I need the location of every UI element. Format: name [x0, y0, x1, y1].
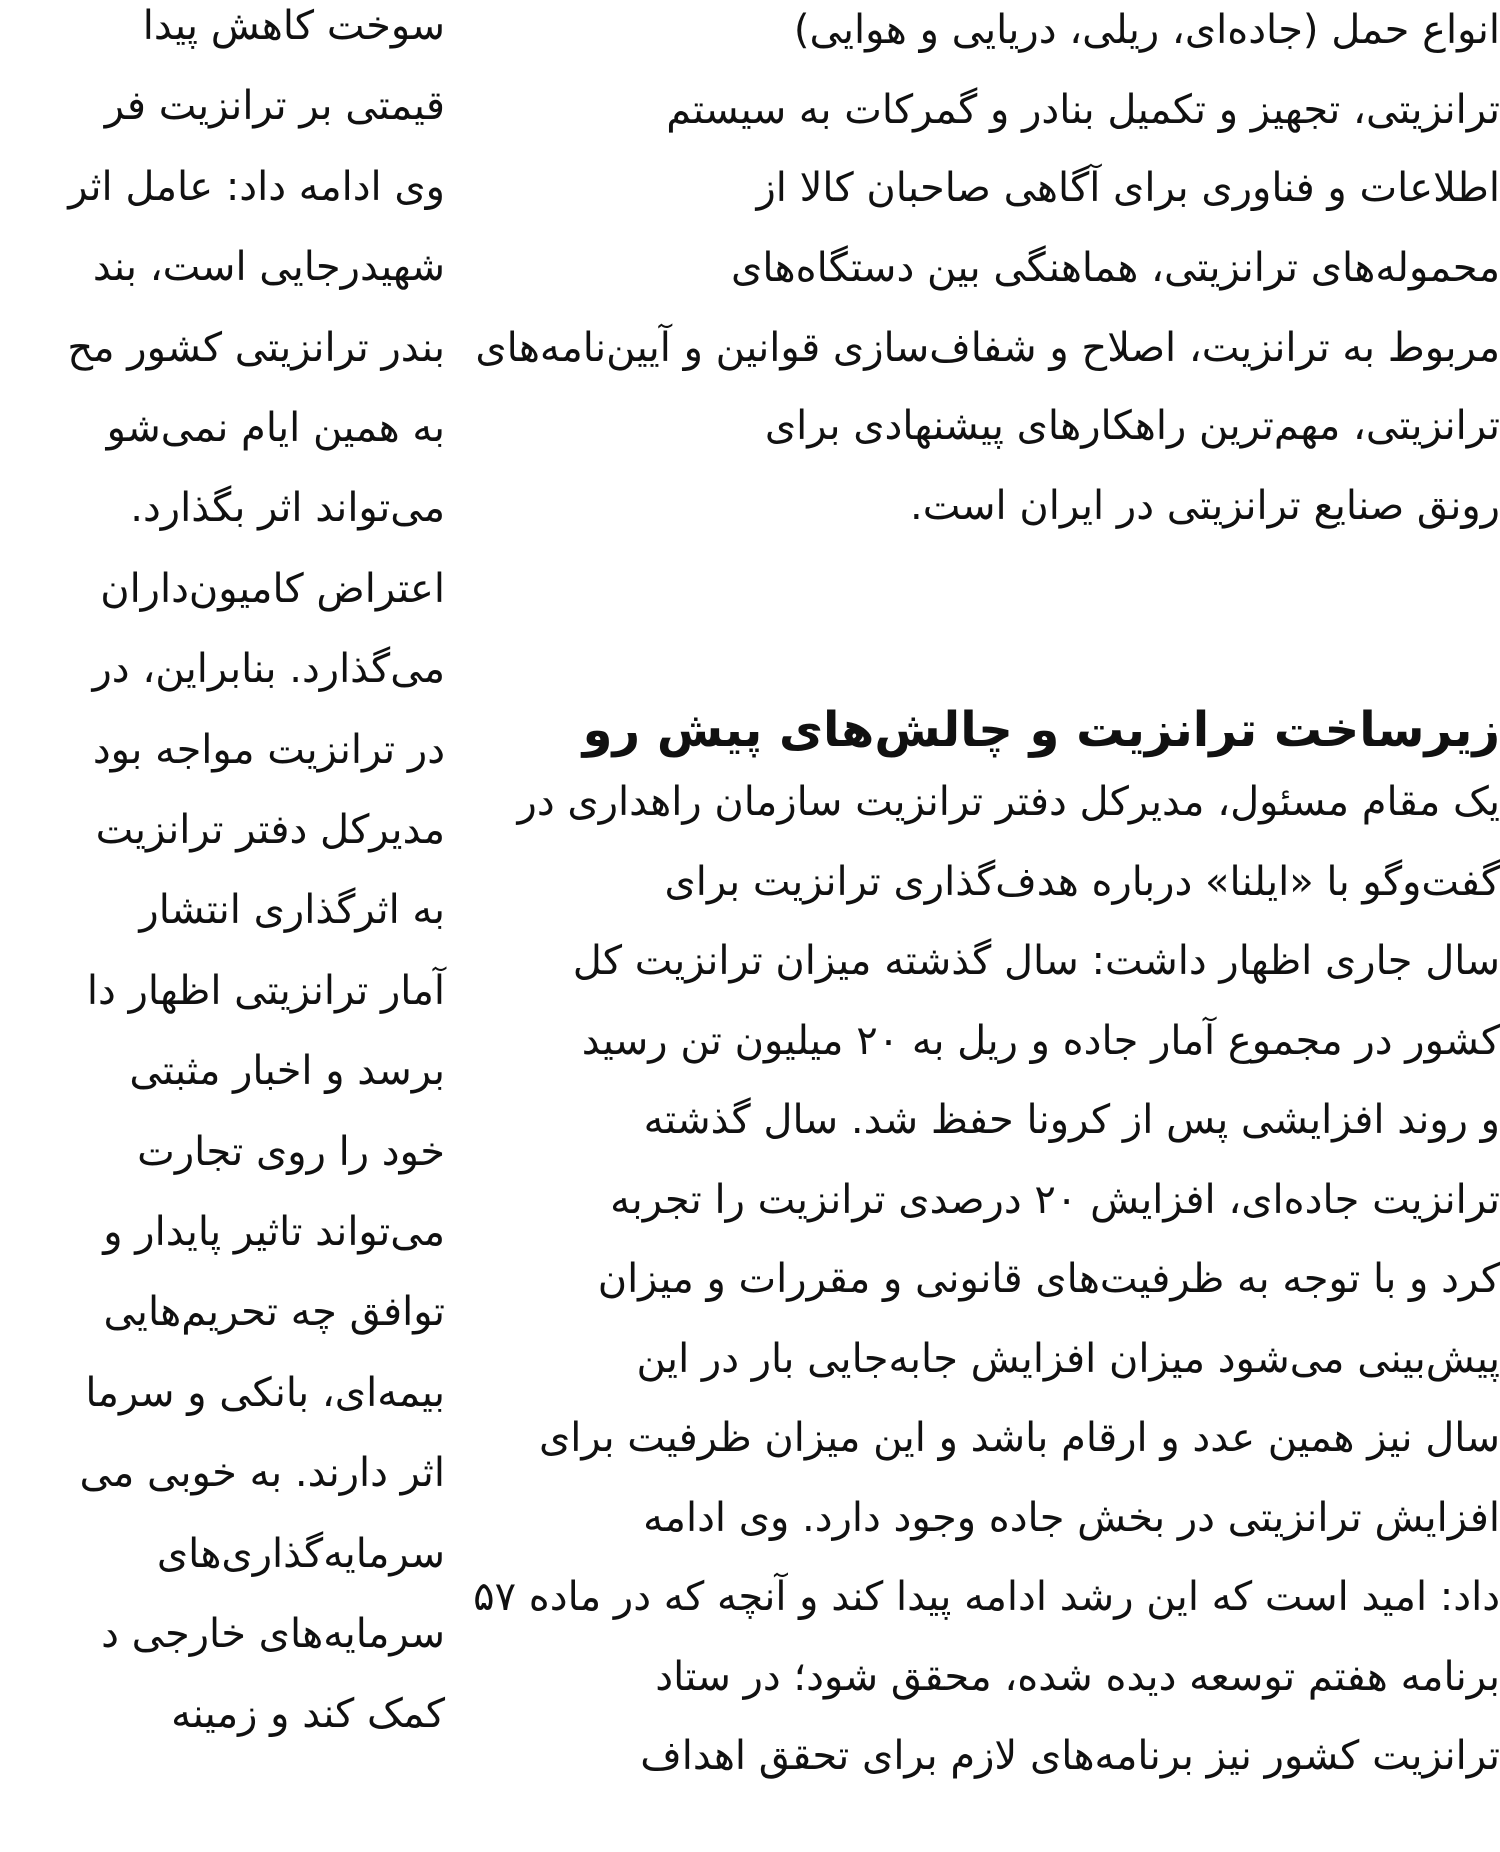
article-text-line: بیمه‌ای، بانکی و سرما [85, 1370, 445, 1416]
article-text-line: ترانزیت جاده‌ای، افزایش ۲۰ درصدی ترانزیت را تجربه [610, 1177, 1500, 1223]
article-text-line: محموله‌های ترانزیتی، هماهنگی بین دستگاه‌های [731, 245, 1500, 291]
article-text-line: سوخت کاهش پیدا [142, 3, 445, 49]
article-text-line: برنامه هفتم توسعه دیده شده، محقق شود؛ در ستاد [655, 1654, 1500, 1700]
article-text-line: وی ادامه داد: عامل اثر [68, 164, 445, 210]
article-text-line: می‌گذارد. بنابراین، در [92, 646, 445, 692]
article-text-line: اعتراض کامیون‌داران [100, 566, 445, 612]
article-text-line: داد: امید است که این رشد ادامه پیدا کند و آنچه که در ماده ۵۷ [473, 1574, 1500, 1620]
article-text-line: سال نیز همین عدد و ارقام باشد و این میزان ظرفیت برای [538, 1415, 1500, 1461]
article-text-line: و روند افزایشی پس از کرونا حفظ شد. سال گذشته [643, 1097, 1500, 1143]
article-text-line: اثر دارند. به خوبی می [79, 1450, 445, 1496]
article-text-line: خود را روی تجارت [137, 1129, 445, 1175]
article-text-line: ترانزیتی، مهم‌ترین راهکارهای پیشنهادی برای [764, 403, 1500, 449]
article-text-line: ترانزیت کشور نیز برنامه‌های لازم برای تحقق اهداف [640, 1733, 1500, 1779]
article-text-line: ترانزیتی، تجهیز و تکمیل بنادر و گمرکات به سیستم [666, 87, 1500, 133]
article-text-line: گفت‌وگو با «ایلنا» درباره هدف‌گذاری ترانزیت برای [664, 859, 1500, 905]
article-text-line: رونق صنایع ترانزیتی در ایران است. [910, 483, 1500, 529]
article-text-line: مدیرکل دفتر ترانزیت [95, 807, 445, 853]
article-text-line: می‌تواند اثر بگذارد. [130, 485, 445, 531]
article-text-line: توافق چه تحریم‌هایی [103, 1289, 445, 1335]
article-text-line: یک مقام مسئول، مدیرکل دفتر ترانزیت سازمان راهداری در [517, 779, 1500, 825]
section-heading: زیرساخت ترانزیت و چالش‌های پیش رو [582, 702, 1500, 758]
article-column-right [473, 0, 1500, 1852]
article-text-line: به همین ایام نمی‌شو [106, 405, 445, 451]
article-text-line: کرد و با توجه به ظرفیت‌های قانونی و مقررات و میزان [597, 1256, 1500, 1302]
article-text-line: سرمایه‌گذاری‌های [156, 1531, 445, 1577]
article-text-line: اطلاعات و فناوری برای آگاهی صاحبان کالا از [756, 165, 1500, 211]
article-text-line: می‌تواند تاثیر پایدار و [103, 1209, 445, 1255]
article-text-line: به اثرگذاری انتشار [139, 887, 445, 933]
article-text-line: بندر ترانزیتی کشور مح [67, 325, 445, 371]
article-text-line: برسد و اخبار مثبتی [129, 1048, 445, 1094]
article-text-line: سرمایه‌های خارجی د [101, 1611, 445, 1657]
article-text-line: قیمتی بر ترانزیت فر [104, 83, 445, 129]
article-text-line: شهیدرجایی است، بند [92, 244, 445, 290]
article-text-line: آمار ترانزیتی اظهار دا [86, 968, 445, 1014]
article-text-line: کمک کند و زمینه [171, 1691, 445, 1737]
article-text-line: مربوط به ترانزیت، اصلاح و شفاف‌سازی قوانین و آیین‌نامه‌های [475, 325, 1500, 371]
article-text-line: کشور در مجموع آمار جاده و ریل به ۲۰ میلیون تن رسید [581, 1018, 1500, 1064]
article-text-line: در ترانزیت مواجه بود [92, 727, 445, 773]
article-text-line: پیش‌بینی می‌شود میزان افزایش جابه‌جایی بار در این [636, 1336, 1500, 1382]
article-column-left [0, 0, 445, 1852]
article-text-line: افزایش ترانزیتی در بخش جاده وجود دارد. وی ادامه [643, 1495, 1500, 1541]
article-text-line: انواع حمل (جاده‌ای، ریلی، دریایی و هوایی) [793, 7, 1500, 53]
article-text-line: سال جاری اظهار داشت: سال گذشته میزان ترانزیت کل [572, 938, 1500, 984]
